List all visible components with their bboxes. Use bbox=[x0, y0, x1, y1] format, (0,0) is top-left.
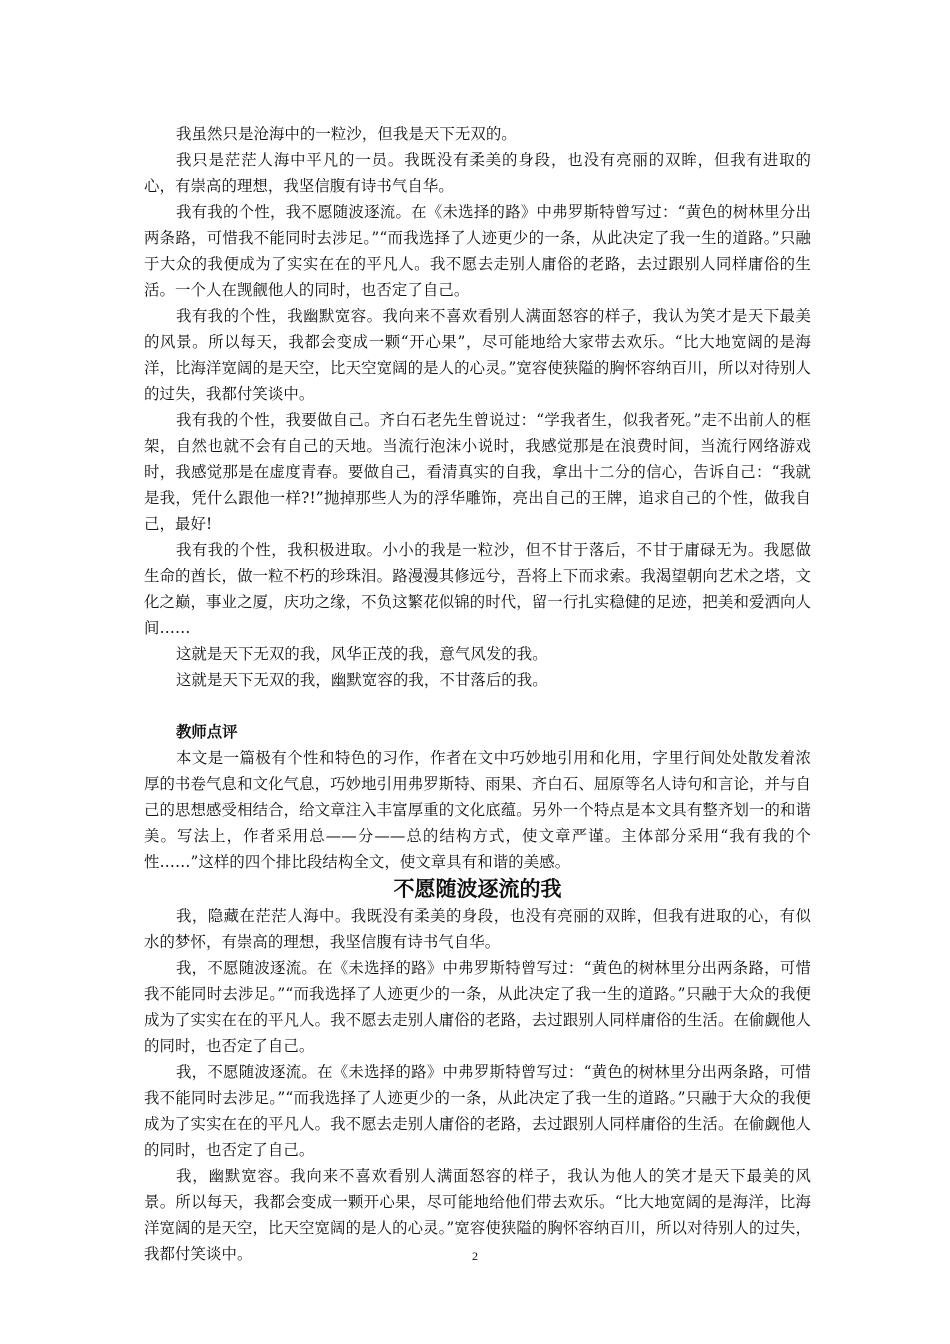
essay-paragraph: 我虽然只是沧海中的一粒沙，但我是天下无双的。 bbox=[176, 125, 517, 143]
essay-paragraph: 我有我的个性，我积极进取。小小的我是一粒沙，但不甘于落后，不甘于庸碌无为。我愿做生命的酋长，做一粒不朽的珍珠泪。路漫漫其修远兮，吾将上下而求索。我渴望朝向艺术之塔，文化之巅，事业之厦，庆功之缘，不负这繁花似锦的时代，留一行扎实稳健的足迹，把美和爱洒向人间…… bbox=[144, 541, 811, 637]
essay-paragraph: 我，幽默宽容。我向来不喜欢看别人满面怒容的样子，我认为他人的笑才是天下最美的风景。所以每天，我都会变成一颗开心果，尽可能地给他们带去欢乐。“比大地宽阔的是海洋，比海洋宽阔的是天空，比天空宽阔的是人的心灵。”宽容使狭隘的胸怀容纳百川，所以对待别人的过失，我都付笑谈中。 bbox=[144, 1167, 811, 1263]
essay-paragraph: 我，不愿随波逐流。在《未选择的路》中弗罗斯特曾写过：“黄色的树林里分出两条路，可惜我不能同时去涉足。”“而我选择了人迹更少的一条，从此决定了我一生的道路。”只融于大众的我便成为了实实在在的平凡人。我不愿去走别人庸俗的老路，去过跟别人同样庸俗的生活。在偷觑他人的同时，也否定了自己。 bbox=[144, 1063, 811, 1159]
essay-one-section bbox=[144, 121, 811, 693]
teacher-review-heading: 教师点评 bbox=[176, 723, 238, 741]
essay-paragraph: 我有我的个性，我不愿随波逐流。在《未选择的路》中弗罗斯特曾写过：“黄色的树林里分出两条路，可惜我不能同时去涉足。”“而我选择了人迹更少的一条，从此决定了我一生的道路。”只融于大众的我便成为了实实在在的平凡人。我不愿去走别人庸俗的老路，去过跟别人同样庸俗的生活。一个人在觊觎他人的同时，也否定了自己。 bbox=[144, 203, 811, 299]
essay-paragraph: 这就是天下无双的我，风华正茂的我，意气风发的我。 bbox=[176, 645, 548, 663]
section-spacer bbox=[144, 693, 811, 719]
document-body bbox=[144, 121, 811, 1267]
essay-paragraph: 我有我的个性，我要做自己。齐白石老先生曾说过：“学我者生，似我者死。”走不出前人的框架，自然也就不会有自己的天地。当流行泡沫小说时，我感觉那是在浪费时间，当流行网络游戏时，我感觉那是在虚度青春。要做自己，看清真实的自我，拿出十二分的信心，告诉自己：“我就是我，凭什么跟他一样?!”抛掉那些人为的浮华雕饰，亮出自己的王牌，追求自己的个性，做我自己，最好! bbox=[144, 411, 811, 533]
essay-paragraph: 这就是天下无双的我，幽默宽容的我，不甘落后的我。 bbox=[176, 671, 548, 689]
teacher-review-section bbox=[144, 719, 811, 875]
essay-two-section bbox=[144, 875, 811, 1267]
essay-paragraph: 我只是茫茫人海中平凡的一员。我既没有柔美的身段，也没有亮丽的双眸，但我有进取的心，有崇高的理想，我坚信腹有诗书气自华。 bbox=[144, 151, 811, 195]
page-number: 2 bbox=[472, 1249, 478, 1263]
teacher-review-text: 本文是一篇极有个性和特色的习作，作者在文中巧妙地引用和化用，字里行间处处散发着浓厚的书卷气息和文化气息，巧妙地引用弗罗斯特、雨果、齐白石、屈原等名人诗句和言论，并与自己的思想感受相结合，给文章注入丰富厚重的文化底蕴。另外一个特点是本文具有整齐划一的和谐美。写法上，作者采用总——分——总的结构方式，使文章严谨。主体部分采用“我有我的个性……”这样的四个排比段结构全文，使文章具有和谐的美感。 bbox=[144, 749, 811, 871]
essay-title: 不愿随波逐流的我 bbox=[393, 877, 562, 901]
essay-paragraph: 我有我的个性，我幽默宽容。我向来不喜欢看别人满面怒容的样子，我认为笑才是天下最美的风景。所以每天，我都会变成一颗“开心果”，尽可能地给大家带去欢乐。“比大地宽阔的是海洋，比海洋宽阔的是天空，比天空宽阔的是人的心灵。”宽容使狭隘的胸怀容纳百川，所以对待别人的过失，我都付笑谈中。 bbox=[144, 307, 811, 403]
essay-paragraph: 我，不愿随波逐流。在《未选择的路》中弗罗斯特曾写过：“黄色的树林里分出两条路，可惜我不能同时去涉足。”“而我选择了人迹更少的一条，从此决定了我一生的道路。”只融于大众的我便成为了实实在在的平凡人。我不愿去走别人庸俗的老路，去过跟别人同样庸俗的生活。在偷觑他人的同时，也否定了自己。 bbox=[144, 959, 811, 1055]
essay-paragraph: 我，隐藏在茫茫人海中。我既没有柔美的身段，也没有亮丽的双眸，但我有进取的心，有似水的梦怀，有崇高的理想，我坚信腹有诗书气自华。 bbox=[144, 907, 811, 951]
